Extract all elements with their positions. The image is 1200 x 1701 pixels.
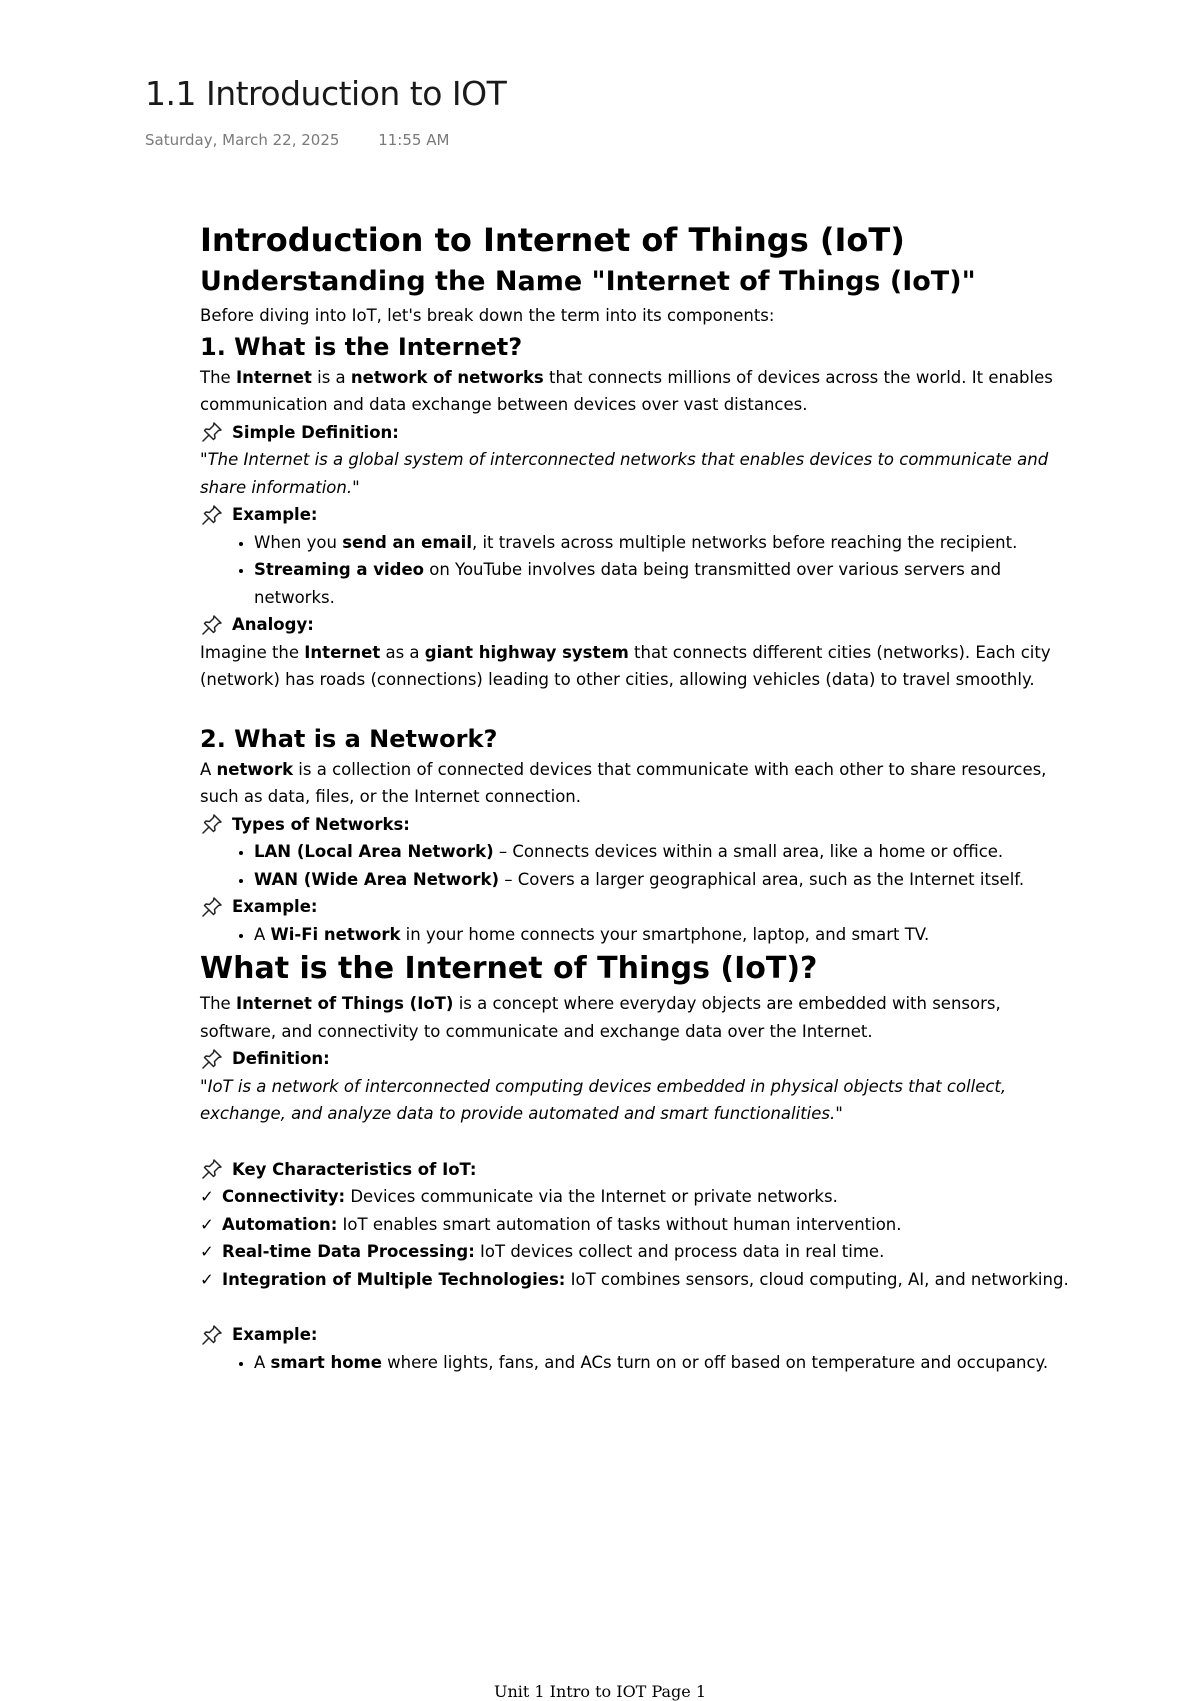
iot-paragraph: The Internet of Things (IoT) is a concept where everyday objects are embedded with sensors, software, and connectivity to communicate and exchange data over the Internet. (200, 994, 1001, 1041)
characteristic-item: ✓ Integration of Multiple Technologies: IoT combines sensors, cloud computing, AI, and networking. (200, 1266, 1070, 1294)
pushpin-icon (200, 1323, 224, 1347)
checkmark-icon: ✓ (200, 1214, 214, 1234)
intro-paragraph: Before diving into IoT, let's break down the term into its components: (200, 306, 775, 325)
definition-label: Definition: (200, 1045, 1070, 1073)
list-item: • WAN (Wide Area Network) – Covers a larger geographical area, such as the Internet itself. (254, 866, 1070, 894)
checkmark-icon: ✓ (200, 1187, 214, 1206)
simple-definition-text: "The Internet is a global system of interconnected networks that enables devices to communicate and share information." (200, 450, 1049, 497)
checkmark-icon: ✓ (200, 1269, 214, 1289)
list-item: • A Wi-Fi network in your home connects your smartphone, laptop, and smart TV. (254, 921, 1070, 949)
example-label: Example: (200, 893, 1070, 921)
simple-definition-label: Simple Definition: (200, 419, 1070, 447)
iot-examples-list (200, 1349, 1070, 1377)
characteristic-item: ✓ Connectivity: Devices communicate via the Internet or private networks. (200, 1183, 1070, 1211)
list-item: • A smart home where lights, fans, and ACs turn on or off based on temperature and occupancy. (254, 1349, 1070, 1377)
list-item: • When you send an email, it travels across multiple networks before reaching the recipient. (254, 529, 1070, 557)
page-title: 1.1 Introduction to IOT (145, 74, 507, 113)
page-footer: Unit 1 Intro to IOT Page 1 (493, 1682, 706, 1701)
page-date: Saturday, March 22, 2025 (145, 131, 340, 149)
definition-text: "IoT is a network of interconnected computing devices embedded in physical objects that collect, exchange, and analyze data to provide automated and smart functionalities." (200, 1076, 1007, 1123)
network-paragraph: A network is a collection of connected devices that communicate with each other to share resources, such as data, files, or the Internet connection. (200, 759, 1047, 806)
doc-subheading: Understanding the Name "Internet of Things (IoT)" (200, 266, 976, 297)
analogy-paragraph: Imagine the Internet as a giant highway system that connects different cities (networks). Each city (network) has roads (connections) leading to other cities, allowing vehicles (data) to travel smoothly. (200, 642, 1051, 689)
analogy-label: Analogy: (200, 611, 1070, 639)
list-item: • LAN (Local Area Network) – Connects devices within a small area, like a home or office. (254, 838, 1070, 866)
pushpin-icon (200, 420, 224, 444)
pushpin-icon (200, 1157, 224, 1181)
pushpin-icon (200, 503, 224, 527)
internet-paragraph: The Internet is a network of networks that connects millions of devices across the world. It enables communication and data exchange between devices over vast distances. (200, 367, 1053, 414)
section-iot-heading: What is the Internet of Things (IoT)? (200, 951, 818, 986)
types-label: Types of Networks: (200, 811, 1070, 839)
checkmark-icon: ✓ (200, 1242, 214, 1261)
example-label: Example: (200, 501, 1070, 529)
page-time: 11:55 AM (378, 131, 450, 149)
list-item: • Streaming a video on YouTube involves data being transmitted over various servers and networks. (254, 556, 1070, 611)
network-examples-list (200, 921, 1070, 949)
page-meta (145, 131, 449, 149)
characteristic-item: ✓ Real-time Data Processing: IoT devices collect and process data in real time. (200, 1238, 1070, 1266)
pushpin-icon (200, 1047, 224, 1071)
note-content (200, 218, 1070, 1376)
pushpin-icon (200, 613, 224, 637)
pushpin-icon (200, 895, 224, 919)
pushpin-icon (200, 812, 224, 836)
doc-heading: Introduction to Internet of Things (IoT) (200, 221, 905, 259)
characteristic-item: ✓ Automation: IoT enables smart automation of tasks without human intervention. (200, 1211, 1070, 1239)
internet-examples-list (200, 529, 1070, 612)
section-internet-heading: 1. What is the Internet? (200, 332, 523, 361)
example-label: Example: (200, 1321, 1070, 1349)
key-characteristics-label: Key Characteristics of IoT: (200, 1156, 1070, 1184)
network-types-list (200, 838, 1070, 893)
section-network-heading: 2. What is a Network? (200, 724, 498, 753)
